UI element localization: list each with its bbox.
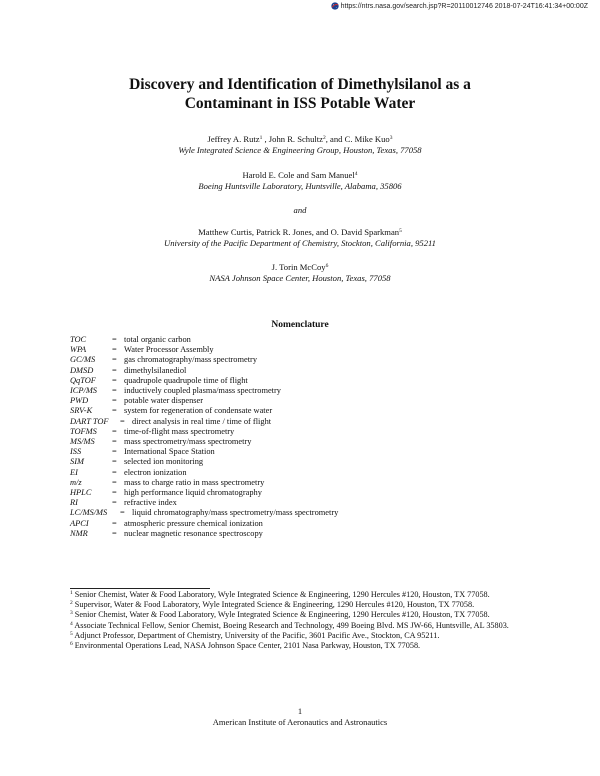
footnote-number: 5 [70,630,73,637]
author-affiliation: Boeing Huntsville Laboratory, Huntsville, Alabama, 35806 [198,181,402,191]
nomenclature-definition: selected ion monitoring [124,457,204,467]
nomenclature-abbreviation: QqTOF [70,375,96,385]
nomenclature-row [70,447,540,457]
nomenclature-row [70,366,540,376]
footnote-text: Senior Chemist, Water & Food Laboratory, Wyle Integrated Science & Engineering, 1290 Hercules #120, Houston, TX 77058. [74,610,490,620]
nomenclature-abbreviation: ICP/MS [70,386,97,396]
nomenclature-definition: Water Processor Assembly [124,345,214,355]
footnote [70,641,530,651]
nomenclature-definition: total organic carbon [124,335,191,344]
nomenclature-definition: inductively coupled plasma/mass spectrometry [124,386,281,396]
url-text: https://ntrs.nasa.gov/search.jsp?R=20110012746 2018-07-24T16:41:34+00:00Z [340,2,588,10]
nomenclature-abbreviation: MS/MS [70,437,95,447]
nomenclature-row [70,519,540,529]
nomenclature-abbreviation: EI [70,467,78,477]
nomenclature-row [70,488,540,498]
nomenclature-equals: = [112,518,117,528]
nomenclature-definition: liquid chromatography/mass spectrometry/mass spectrometry [132,508,339,518]
author-names: Harold E. Cole and Sam Manuel$^4$ [242,170,358,180]
paper-title [60,75,540,113]
nomenclature-row [70,406,540,416]
nasa-logo-icon [331,2,339,10]
author-group-2 [60,170,540,192]
nomenclature-equals: = [112,375,117,385]
footnote [70,600,530,610]
nomenclature-equals: = [112,477,117,487]
nomenclature-definition: direct analysis in real time / time of flight [132,416,272,426]
nomenclature-equals: = [112,457,117,467]
nomenclature-definition: refractive index [124,498,177,508]
page-number: 1 [297,706,303,716]
nomenclature-definition: electron ionization [124,467,187,477]
nomenclature-row [70,529,540,539]
nomenclature-abbreviation: ISS [70,447,82,457]
nomenclature-abbreviation: HPLC [70,488,92,498]
nomenclature-equals: = [112,437,117,447]
title-line-1: Discovery and Identification of Dimethylsilanol as a [129,76,471,93]
nomenclature-definition: gas chromatography/mass spectrometry [124,355,258,365]
ntrs-url-stamp[interactable] [331,2,588,10]
footnote [70,590,530,600]
author-names: Jeffrey A. Rutz$^1$ , John R. Schultz$^2$, and C. Mike Kuo$^3$ [207,134,393,144]
nomenclature-definition: atmospheric pressure chemical ionization [124,518,263,528]
nomenclature-abbreviation: RI [70,498,78,508]
nomenclature-row [70,345,540,355]
nomenclature-equals: = [112,406,117,416]
nomenclature-definition: high performance liquid chromatography [124,488,262,498]
nomenclature-equals: = [112,386,117,396]
footnote [70,610,530,620]
author-names: Matthew Curtis, Patrick R. Jones, and O. David Sparkman$^5$ [198,227,402,237]
nomenclature-row [70,386,540,396]
footnote-text: Associate Technical Fellow, Senior Chemist, Boeing Research and Technology, 499 Boeing Blvd. MS JW-66, Huntsville, AL 35803. [74,620,509,630]
author-group-1 [60,134,540,156]
nomenclature-equals: = [112,345,117,355]
author-affiliation: NASA Johnson Space Center, Houston, Texas, 77058 [209,273,391,283]
nomenclature-row [70,478,540,488]
nomenclature-equals: = [112,335,117,344]
nomenclature-abbreviation: APCI [70,518,89,528]
footnote-text: Adjunct Professor, Department of Chemistry, University of the Pacific, 3601 Pacific Ave., Stockton, CA 95211. [74,630,440,640]
nomenclature-row [70,427,540,437]
title-line-2: Contaminant in ISS Potable Water [184,95,416,112]
nomenclature-list [70,335,540,539]
nomenclature-equals: = [112,396,117,406]
nomenclature-abbreviation: TOFMS [70,426,97,436]
nomenclature-abbreviation: DMSD [70,365,94,375]
nomenclature-abbreviation: NMR [70,528,88,538]
nomenclature-row [70,417,540,427]
footnote-number: 1 [70,590,73,596]
nomenclature-equals: = [112,447,117,457]
nomenclature-row [70,508,540,518]
nomenclature-abbreviation: GC/MS [70,355,96,365]
author-group-3 [60,227,540,249]
footnote-text: Senior Chemist, Water & Food Laboratory, Wyle Integrated Science & Engineering, 1290 Hercules #120, Houston, TX 77058. [74,590,490,599]
footnote-number: 4 [70,620,73,627]
footnotes [70,590,530,651]
author-group-4 [60,262,540,284]
author-affiliation: Wyle Integrated Science & Engineering Group, Houston, Texas, 77058 [178,145,422,155]
nomenclature-row [70,396,540,406]
nomenclature-abbreviation: TOC [70,335,87,344]
nomenclature-equals: = [112,467,117,477]
footnote-number: 3 [70,610,73,617]
nomenclature-row [70,376,540,386]
nomenclature-definition: mass spectrometry/mass spectrometry [124,437,252,447]
nomenclature-abbreviation: DART TOF [70,416,109,426]
footnote [70,631,530,641]
nomenclature-row [70,468,540,478]
nomenclature-equals: = [120,416,125,426]
nomenclature-definition: system for regeneration of condensate water [124,406,273,416]
footnote-divider [70,588,210,589]
author-affiliation: University of the Pacific Department of Chemistry, Stockton, California, 95211 [164,238,436,248]
footer-publisher: American Institute of Aeronautics and Astronautics [212,717,388,727]
nomenclature-abbreviation: SRV-K [70,406,93,416]
nomenclature-row [70,437,540,447]
and-separator: and [293,205,307,215]
nomenclature-row [70,457,540,467]
nomenclature-equals: = [112,365,117,375]
footnote-text: Supervisor, Water & Food Laboratory, Wyle Integrated Science & Engineering, 1290 Hercules #120, Houston, TX 77058. [74,600,475,610]
nomenclature-heading: Nomenclature [271,320,329,330]
nomenclature-row [70,355,540,365]
nomenclature-definition: nuclear magnetic resonance spectroscopy [124,528,263,538]
nomenclature-abbreviation: LC/MS/MS [70,508,108,518]
nomenclature-row [70,498,540,508]
nomenclature-abbreviation: m/z [70,477,82,487]
nomenclature-equals: = [112,355,117,365]
nomenclature-row [70,335,540,345]
nomenclature-equals: = [112,528,117,538]
nomenclature-equals: = [120,508,125,518]
nomenclature-definition: International Space Station [124,447,215,457]
nomenclature-abbreviation: SIM [70,457,84,467]
nomenclature-equals: = [112,426,117,436]
nomenclature-equals: = [112,488,117,498]
footnote [70,621,530,631]
nomenclature-definition: dimethylsilanediol [124,365,187,375]
nomenclature-definition: quadrupole quadrupole time of flight [124,375,248,385]
nomenclature-definition: mass to charge ratio in mass spectrometry [124,477,265,487]
footnote-number: 2 [70,600,73,607]
nomenclature-definition: time-of-flight mass spectrometry [124,426,235,436]
footnote-number: 6 [70,641,73,648]
nomenclature-definition: potable water dispenser [124,396,204,406]
nomenclature-equals: = [112,498,117,508]
footnote-text: Environmental Operations Lead, NASA Johnson Space Center, 2101 Nasa Parkway, Houston, TX 77058. [74,641,421,651]
nomenclature-abbreviation: WPA [70,345,87,355]
nomenclature-abbreviation: PWD [70,396,89,406]
author-names: J. Torin McCoy$^6$ [271,262,329,272]
